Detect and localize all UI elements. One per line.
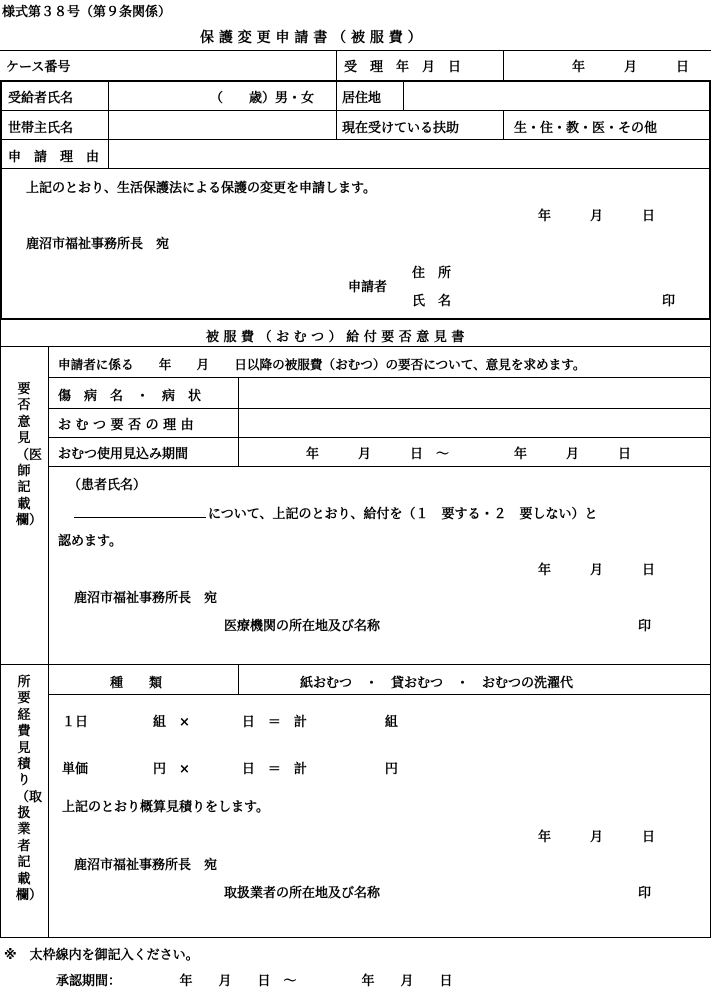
rule	[0, 139, 711, 140]
rule	[0, 937, 711, 938]
approval-text-2: 認めます。	[58, 534, 122, 549]
rule	[238, 664, 239, 694]
opinion-request: 申請者に係る 年 月 日以降の被服費（おむつ）の要否について、意見を求めます。	[58, 357, 586, 372]
rule	[48, 346, 49, 938]
vendor-label: 取扱業者の所在地及び名称	[224, 886, 381, 901]
rule	[0, 110, 711, 111]
patient-name-blank	[74, 503, 206, 518]
rule	[48, 694, 711, 695]
form-id: 様式第３８号（第９条関係）	[2, 5, 172, 20]
rule	[108, 80, 109, 168]
case-number-label: ケース番号	[6, 60, 71, 75]
aid-types: 生・住・教・医・その他	[514, 121, 658, 136]
applicant-addressee: 鹿沼市福祉事務所長 宛	[26, 237, 170, 252]
rule	[503, 110, 504, 139]
type-label: 種 類	[110, 676, 163, 691]
rule	[48, 408, 711, 409]
household-head-label: 世帯主氏名	[8, 121, 74, 136]
footer-note: ※ 太枠線内を御記入ください。	[4, 948, 199, 963]
rule	[0, 320, 1, 938]
diaper-reason-label: お む つ 要 否 の 理 由	[58, 418, 194, 433]
current-aid-label: 現在受けている扶助	[342, 121, 460, 136]
opinion-title: 被 服 費 （ お む つ ） 給 付 要 否 意 見 書	[206, 330, 465, 345]
rule	[503, 50, 504, 80]
rule	[238, 377, 239, 466]
age-sex: （ 歳）男・女	[210, 91, 315, 106]
recipient-name-label: 受給者氏名	[8, 91, 74, 106]
institution-label: 医療機関の所在地及び名称	[224, 619, 381, 634]
rule	[48, 466, 711, 467]
usage-period-value: 年 月 日 ～ 年 月 日	[306, 447, 632, 462]
rule	[48, 437, 711, 438]
applicant-date: 年 月 日	[538, 209, 656, 224]
page-title: 保 護 変 更 申 請 書 （ 被 服 費 ）	[200, 30, 422, 46]
patient-name-label: （患者氏名）	[68, 478, 147, 493]
reason-label: 申 請 理 由	[8, 150, 100, 165]
estimate-date: 年 月 日	[538, 830, 656, 845]
address-label: 住 所	[412, 266, 452, 281]
name-label: 氏 名	[412, 294, 452, 309]
usage-period-label: おむつ使用見込み期間	[58, 447, 189, 462]
rule	[0, 346, 711, 347]
rule	[403, 80, 404, 110]
estimate-addressee: 鹿沼市福祉事務所長 宛	[74, 858, 218, 873]
rule	[336, 80, 337, 139]
applicant-seal: 印	[662, 294, 676, 309]
rule	[48, 377, 711, 378]
opinion-date: 年 月 日	[538, 563, 656, 578]
residence-label: 居住地	[342, 91, 382, 106]
estimate-side-label: 所要経費見積り（取扱業者記載欄）	[16, 675, 43, 903]
opinion-seal: 印	[638, 619, 652, 634]
type-options: 紙おむつ ・ 貸おむつ ・ おむつの洗濯代	[300, 676, 574, 691]
received-date-label: 受 理 年 月 日	[344, 60, 462, 75]
estimate-line-2: 単価 円 × 日 ＝ 計 円	[62, 762, 398, 777]
estimate-line-1: １日 組 × 日 ＝ 計 組	[62, 715, 398, 730]
received-date-value: 年 月 日	[572, 60, 690, 75]
disease-label: 傷 病 名 ・ 病 状	[58, 389, 202, 404]
rule	[0, 50, 711, 51]
applicant-statement: 上記のとおり、生活保護法による保護の変更を申請します。	[26, 181, 376, 196]
rule	[0, 664, 711, 665]
opinion-side-label: 要否意見（医師記載欄）	[16, 382, 43, 528]
rule	[0, 168, 711, 169]
rule	[336, 50, 337, 80]
applicant-label: 申請者	[348, 280, 388, 295]
approval-period: 承認期間： 年 月 日 ～ 年 月 日	[56, 974, 453, 989]
estimate-seal: 印	[638, 886, 652, 901]
estimate-statement: 上記のとおり概算見積りをします。	[62, 800, 269, 815]
approval-text: について、上記のとおり、給付を（１ 要する・２ 要しない）と	[208, 507, 598, 522]
opinion-addressee: 鹿沼市福祉事務所長 宛	[74, 591, 218, 606]
